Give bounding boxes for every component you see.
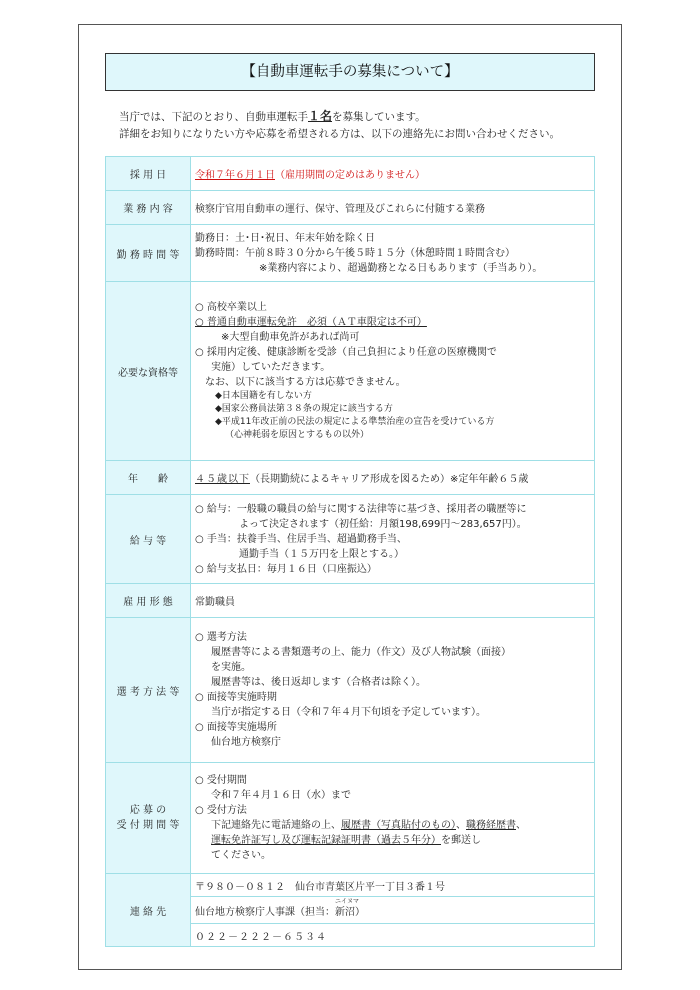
qual-line-10: （心神耗弱を原因とするもの以外） — [225, 430, 370, 440]
sel-line-7: ○ 面接等実施場所 — [195, 722, 277, 733]
qual-line-5: 実施）していただきます。 — [211, 362, 331, 373]
hours-line-1: 勤務日：土･日･祝日、年末年始を除く日 — [195, 232, 375, 244]
intro-line-1 — [119, 108, 599, 126]
label-hire-date: 採 用 日 — [106, 157, 191, 191]
row-hours — [106, 225, 595, 282]
intro-line-1-b: を募集しています。 — [332, 111, 426, 123]
contact-phone: ０２２－２２２－６５３４ — [191, 924, 595, 947]
app-line-4-a: 下記連絡先に電話連絡の上、 — [211, 820, 341, 831]
label-salary: 給 与 等 — [106, 495, 191, 584]
app-resume: 履歴書（写真貼付のもの） — [341, 820, 456, 831]
app-line-2: 令和７年４月１６日（水）まで — [211, 790, 351, 801]
label-contact: 連 絡 先 — [106, 874, 191, 947]
qual-line-2: ○ 普通自動車運転免許 必須（ＡＴ車限定は不可） — [195, 317, 427, 328]
hours-line-2: 勤務時間：午前８時３０分から午後５時１５分（休憩時間１時間含む） — [195, 247, 515, 259]
qual-line-6: なお、以下に該当する方は応募できません。 — [205, 377, 406, 388]
qual-line-8: ◆国家公務員法第３８条の規定に該当する方 — [215, 404, 393, 414]
contact-person — [335, 897, 360, 918]
label-duties: 業 務 内 容 — [106, 191, 191, 225]
row-selection — [106, 618, 595, 763]
hire-date-note: （雇用期間の定めはありません） — [275, 170, 425, 181]
row-application — [106, 763, 595, 874]
row-age — [106, 461, 595, 495]
app-line-4-sep-2: 、 — [516, 820, 526, 831]
qual-line-4: ○ 採用内定後、健康診断を受診（自己負担により任意の医療機関で — [195, 347, 497, 358]
row-contact-address — [106, 874, 595, 897]
age-note: （長期勤続によるキャリア形成を図るため）※定年年齢６５歳 — [250, 474, 529, 485]
app-line-6: てください。 — [211, 850, 271, 861]
intro-text — [119, 108, 599, 143]
value-hours — [191, 225, 595, 282]
value-hire-date — [191, 157, 595, 191]
contact-office-a: 仙台地方検察庁人事課（担当： — [195, 906, 335, 918]
value-qualifications — [191, 282, 595, 461]
value-duties: 検察庁官用自動車の運行、保守、管理及びこれらに付随する業務 — [191, 191, 595, 225]
app-work-history: 職務経歴書 — [466, 820, 516, 831]
app-line-5 — [195, 833, 590, 848]
qual-line-7: ◆日本国籍を有しない方 — [215, 391, 312, 401]
row-salary — [106, 495, 595, 584]
recruit-count: １名 — [308, 109, 333, 123]
label-selection: 選 考 方 法 等 — [106, 618, 191, 763]
hours-line-3: ※業務内容により、超過勤務となる日もあります（手当あり）。 — [259, 262, 543, 274]
app-license-copy: 運転免許証写し及び運転記録証明書（過去５年分） — [211, 835, 441, 846]
intro-line-2: 詳細をお知りになりたい方や応募を希望される方は、以下の連絡先にお問い合わせください。 — [119, 128, 560, 140]
contact-address: 〒９８０－０８１２ 仙台市青葉区片平一丁目３番１号 — [191, 874, 595, 897]
contact-office-b: ） — [355, 906, 365, 918]
app-line-3: ○ 受付方法 — [195, 805, 247, 816]
value-selection — [191, 618, 595, 763]
label-age: 年 齢 — [106, 461, 191, 495]
job-info-table — [105, 156, 595, 947]
value-application — [191, 763, 595, 874]
label-employment: 雇 用 形 態 — [106, 584, 191, 618]
sel-line-5: ○ 面接等実施時期 — [195, 692, 277, 703]
sel-line-6: 当庁が指定する日（令和７年４月下旬頃を予定しています）。 — [211, 707, 486, 718]
value-salary — [191, 495, 595, 584]
salary-line-1: ○ 給与：一般職の職員の給与に関する法律等に基づき、採用者の職歴等に — [195, 503, 527, 515]
qual-line-1: ○ 高校卒業以上 — [195, 302, 267, 313]
intro-line-1-a: 当庁では、下記のとおり、自動車運転手 — [119, 111, 308, 123]
salary-line-5: ○ 給与支払日：毎月１６日（口座振込） — [195, 563, 377, 575]
label-qualifications: 必要な資格等 — [106, 282, 191, 461]
sel-line-2: 履歴書等による書類選考の上、能力（作文）及び人物試験（面接） — [211, 647, 511, 658]
application-label-2: 受 付 期 間 等 — [116, 820, 180, 831]
row-employment — [106, 584, 595, 618]
salary-line-2: よって決定されます（初任給：月額198,699円～283,657円）。 — [239, 518, 527, 530]
salary-line-4: 通勤手当（１５万円を上限とする。） — [239, 548, 404, 560]
sel-line-1: ○ 選考方法 — [195, 632, 247, 643]
row-qualifications — [106, 282, 595, 461]
label-hours: 勤 務 時 間 等 — [106, 225, 191, 282]
sel-line-4: 履歴書等は、後日返却します（合格者は除く）。 — [211, 677, 426, 688]
row-duties — [106, 191, 595, 225]
age-limit: ４５歳以下 — [195, 474, 250, 485]
sel-line-8: 仙台地方検察庁 — [211, 737, 281, 748]
notice-frame — [78, 24, 622, 970]
contact-office — [191, 897, 595, 924]
salary-line-3: ○ 手当：扶養手当、住居手当、超過勤務手当、 — [195, 533, 407, 545]
application-label-1: 応 募 の — [129, 805, 167, 816]
hire-date: 令和７年６月１日 — [195, 170, 275, 181]
contact-person-name: 新沼 — [335, 906, 355, 918]
app-line-4-sep-1: 、 — [456, 820, 466, 831]
app-line-1: ○ 受付期間 — [195, 775, 247, 786]
qual-line-3: ※大型自動車免許があれば尚可 — [221, 332, 360, 343]
contact-person-ruby: ニイヌマ — [335, 897, 360, 905]
value-age — [191, 461, 595, 495]
qual-line-9: ◆平成11年改正前の民法の規定による準禁治産の宣告を受けている方 — [215, 417, 495, 427]
sel-line-3: を実施。 — [211, 662, 251, 673]
row-hire-date — [106, 157, 595, 191]
label-application — [106, 763, 191, 874]
value-employment: 常勤職員 — [191, 584, 595, 618]
page-title: 【自動車運転手の募集について】 — [105, 53, 595, 91]
app-line-5-b: を郵送し — [441, 835, 481, 846]
app-line-4 — [195, 818, 590, 833]
